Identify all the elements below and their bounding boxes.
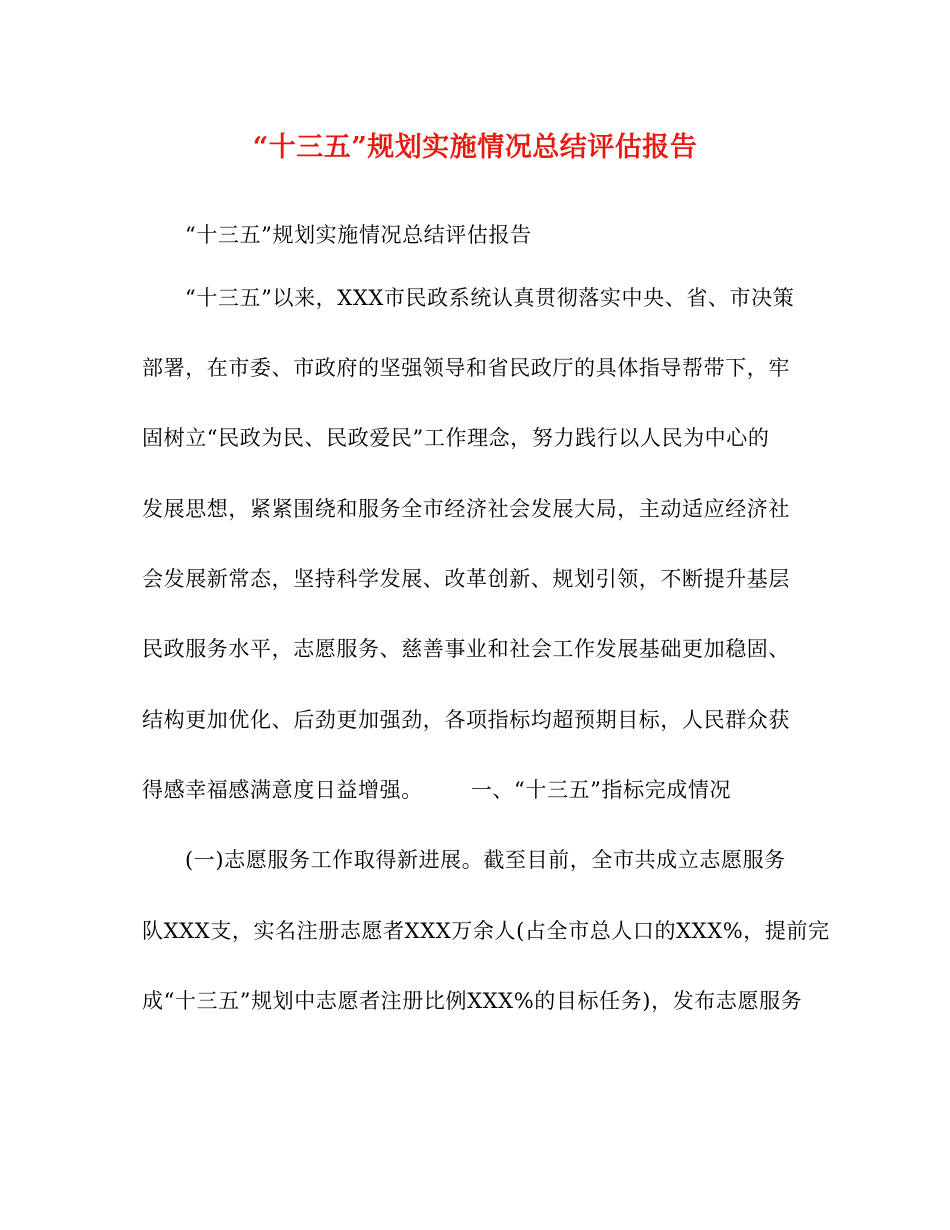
section-heading: 一、“十三五”指标完成情况 bbox=[470, 778, 732, 802]
paragraph-line: 队XXX支，实名注册志愿者XXX万余人(占全市总人口的XXX%，提前完 bbox=[142, 919, 830, 943]
paragraph-line: 成“十三五”规划中志愿者注册比例XXX%的目标任务)，发布志愿服务 bbox=[142, 989, 803, 1013]
paragraph-line: 民政服务水平，志愿服务、慈善事业和社会工作发展基础更加稳固、 bbox=[142, 637, 790, 661]
paragraph-line: 会发展新常态，坚持科学发展、改革创新、规划引领，不断提升基层 bbox=[142, 567, 790, 591]
paragraph-line: “十三五”以来，XXX市民政系统认真贯彻落实中央、省、市决策 bbox=[185, 286, 795, 310]
paragraph-line-end: 得感幸福感满意度日益增强。 bbox=[142, 778, 423, 802]
paragraph-line: 固树立“民政为民、民政爱民”工作理念，努力践行以人民为中心的 bbox=[142, 426, 770, 450]
paragraph-line: 结构更加优化、后劲更加强劲，各项指标均超预期目标，人民群众获 bbox=[142, 708, 790, 732]
paragraph-line: 发展思想，紧紧围绕和服务全市经济社会发展大局，主动适应经济社 bbox=[142, 497, 790, 521]
document-subtitle: “十三五”规划实施情况总结评估报告 bbox=[185, 223, 532, 247]
paragraph-line: (一)志愿服务工作取得新进展。截至目前，全市共成立志愿服务 bbox=[185, 848, 786, 872]
paragraph-line bbox=[142, 775, 812, 805]
paragraph-line: 部署，在市委、市政府的坚强领导和省民政厅的具体指导帮带下，牢 bbox=[142, 356, 790, 380]
document-title: “十三五”规划实施情况总结评估报告 bbox=[252, 132, 698, 163]
